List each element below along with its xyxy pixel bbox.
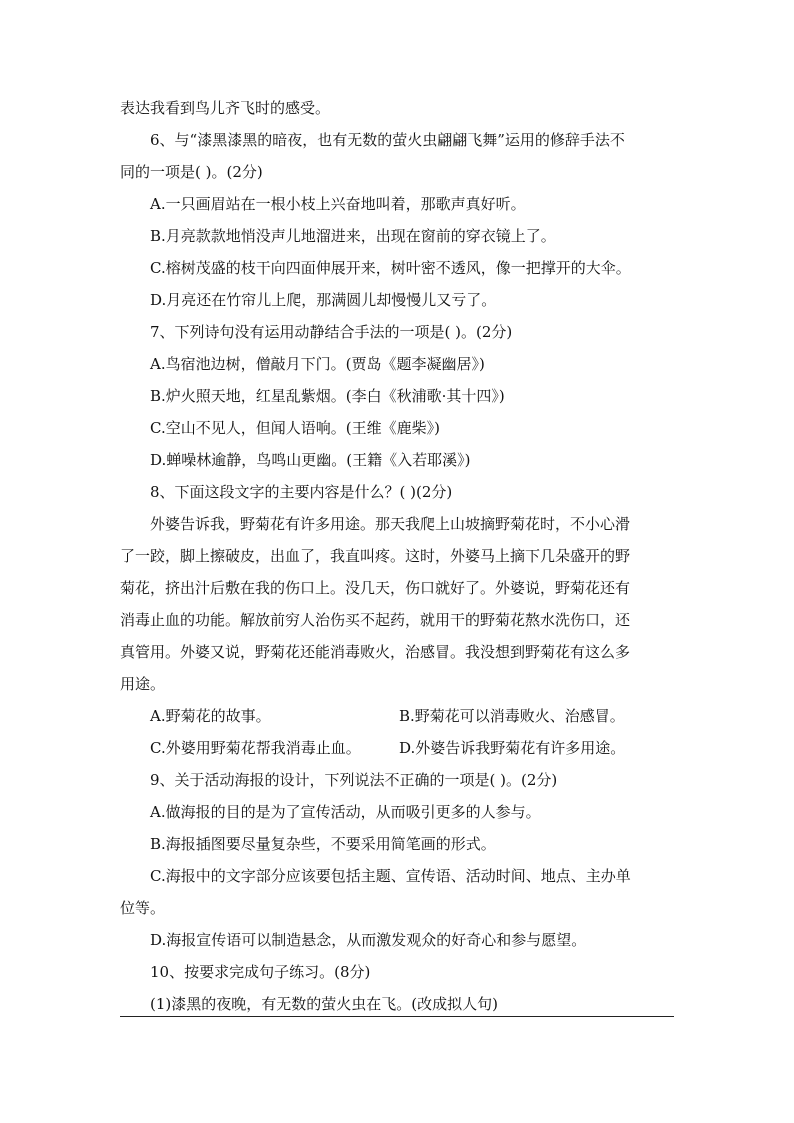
question-10-stem: 10、按要求完成句子练习。(8分) [150, 963, 371, 981]
question-10-item-1: (1)漆黑的夜晚，有无数的萤火虫在飞。(改成拟人句) [150, 995, 498, 1013]
passage-line-2: 了一跤，脚上擦破皮，出血了，我直叫疼。这时，外婆马上摘下几朵盛开的野 [120, 547, 631, 565]
passage-line-6: 用途。 [120, 675, 166, 693]
question-8-option-c: C.外婆用野菊花帮我消毒止血。 [150, 739, 361, 757]
question-8-options-row-1 [150, 706, 680, 726]
question-8-options-row-2 [150, 738, 680, 758]
question-7-option-b: B.炉火照天地，红星乱紫烟。(李白《秋浦歌·其十四》) [150, 387, 505, 405]
question-9-option-a: A.做海报的目的是为了宣传活动，从而吸引更多的人参与。 [150, 803, 541, 821]
question-7-option-d: D.蝉噪林逾静，鸟鸣山更幽。(王籍《入若耶溪》) [150, 451, 471, 469]
passage-line-5: 真管用。外婆又说，野菊花还能消毒败火，治感冒。我没想到野菊花有这么多 [120, 643, 631, 661]
answer-line[interactable] [120, 1016, 674, 1017]
question-9-option-d: D.海报宣传语可以制造悬念，从而激发观众的好奇心和参与愿望。 [150, 931, 587, 949]
question-6-option-d: D.月亮还在竹帘儿上爬，那满圆儿却慢慢儿又亏了。 [150, 291, 497, 309]
question-6-option-a: A.一只画眉站在一根小枝上兴奋地叫着，那歌声真好听。 [150, 195, 526, 213]
question-9-stem: 9、关于活动海报的设计，下列说法不正确的一项是( )。(2分) [150, 771, 558, 789]
question-6-option-c: C.榕树茂盛的枝干向四面伸展开来，树叶密不透风，像一把撑开的大伞。 [150, 259, 631, 277]
passage-line-4: 消毒止血的功能。解放前穷人治伤买不起药，就用干的野菊花熬水洗伤口，还 [120, 611, 631, 629]
question-7-option-a: A.鸟宿池边树，僧敲月下门。(贾岛《题李凝幽居》) [150, 355, 485, 373]
passage-line-1: 外婆告诉我，野菊花有许多用途。那天我爬上山坡摘野菊花时，不小心滑 [150, 515, 631, 533]
question-7-option-c: C.空山不见人，但闻人语响。(王维《鹿柴》) [150, 419, 440, 437]
question-6-stem: 6、与“漆黑漆黑的暗夜，也有无数的萤火虫翩翩飞舞”运用的修辞手法不 [150, 131, 625, 149]
question-9-option-b: B.海报插图要尽量复杂些，不要采用简笔画的形式。 [150, 835, 496, 853]
question-8-option-b: B.野菊花可以消毒败火、治感冒。 [399, 707, 625, 725]
question-6-stem-cont: 同的一项是( )。(2分) [120, 163, 263, 181]
question-6-option-b: B.月亮款款地悄没声儿地溜进来，出现在窗前的穿衣镜上了。 [150, 227, 556, 245]
question-8-stem: 8、下面这段文字的主要内容是什么？( )(2分) [150, 483, 453, 501]
question-9-option-c: C.海报中的文字部分应该要包括主题、宣传语、活动时间、地点、主办单 [150, 867, 631, 885]
question-8-option-a: A.野菊花的故事。 [150, 707, 271, 725]
question-8-option-d: D.外婆告诉我野菊花有许多用途。 [399, 739, 626, 757]
question-9-option-c-cont: 位等。 [120, 899, 166, 917]
text-line-continuation: 表达我看到鸟儿齐飞时的感受。 [120, 99, 331, 117]
question-7-stem: 7、下列诗句没有运用动静结合手法的一项是( )。(2分) [150, 323, 513, 341]
passage-line-3: 菊花，挤出汁后敷在我的伤口上。没几天，伤口就好了。外婆说，野菊花还有 [120, 579, 631, 597]
